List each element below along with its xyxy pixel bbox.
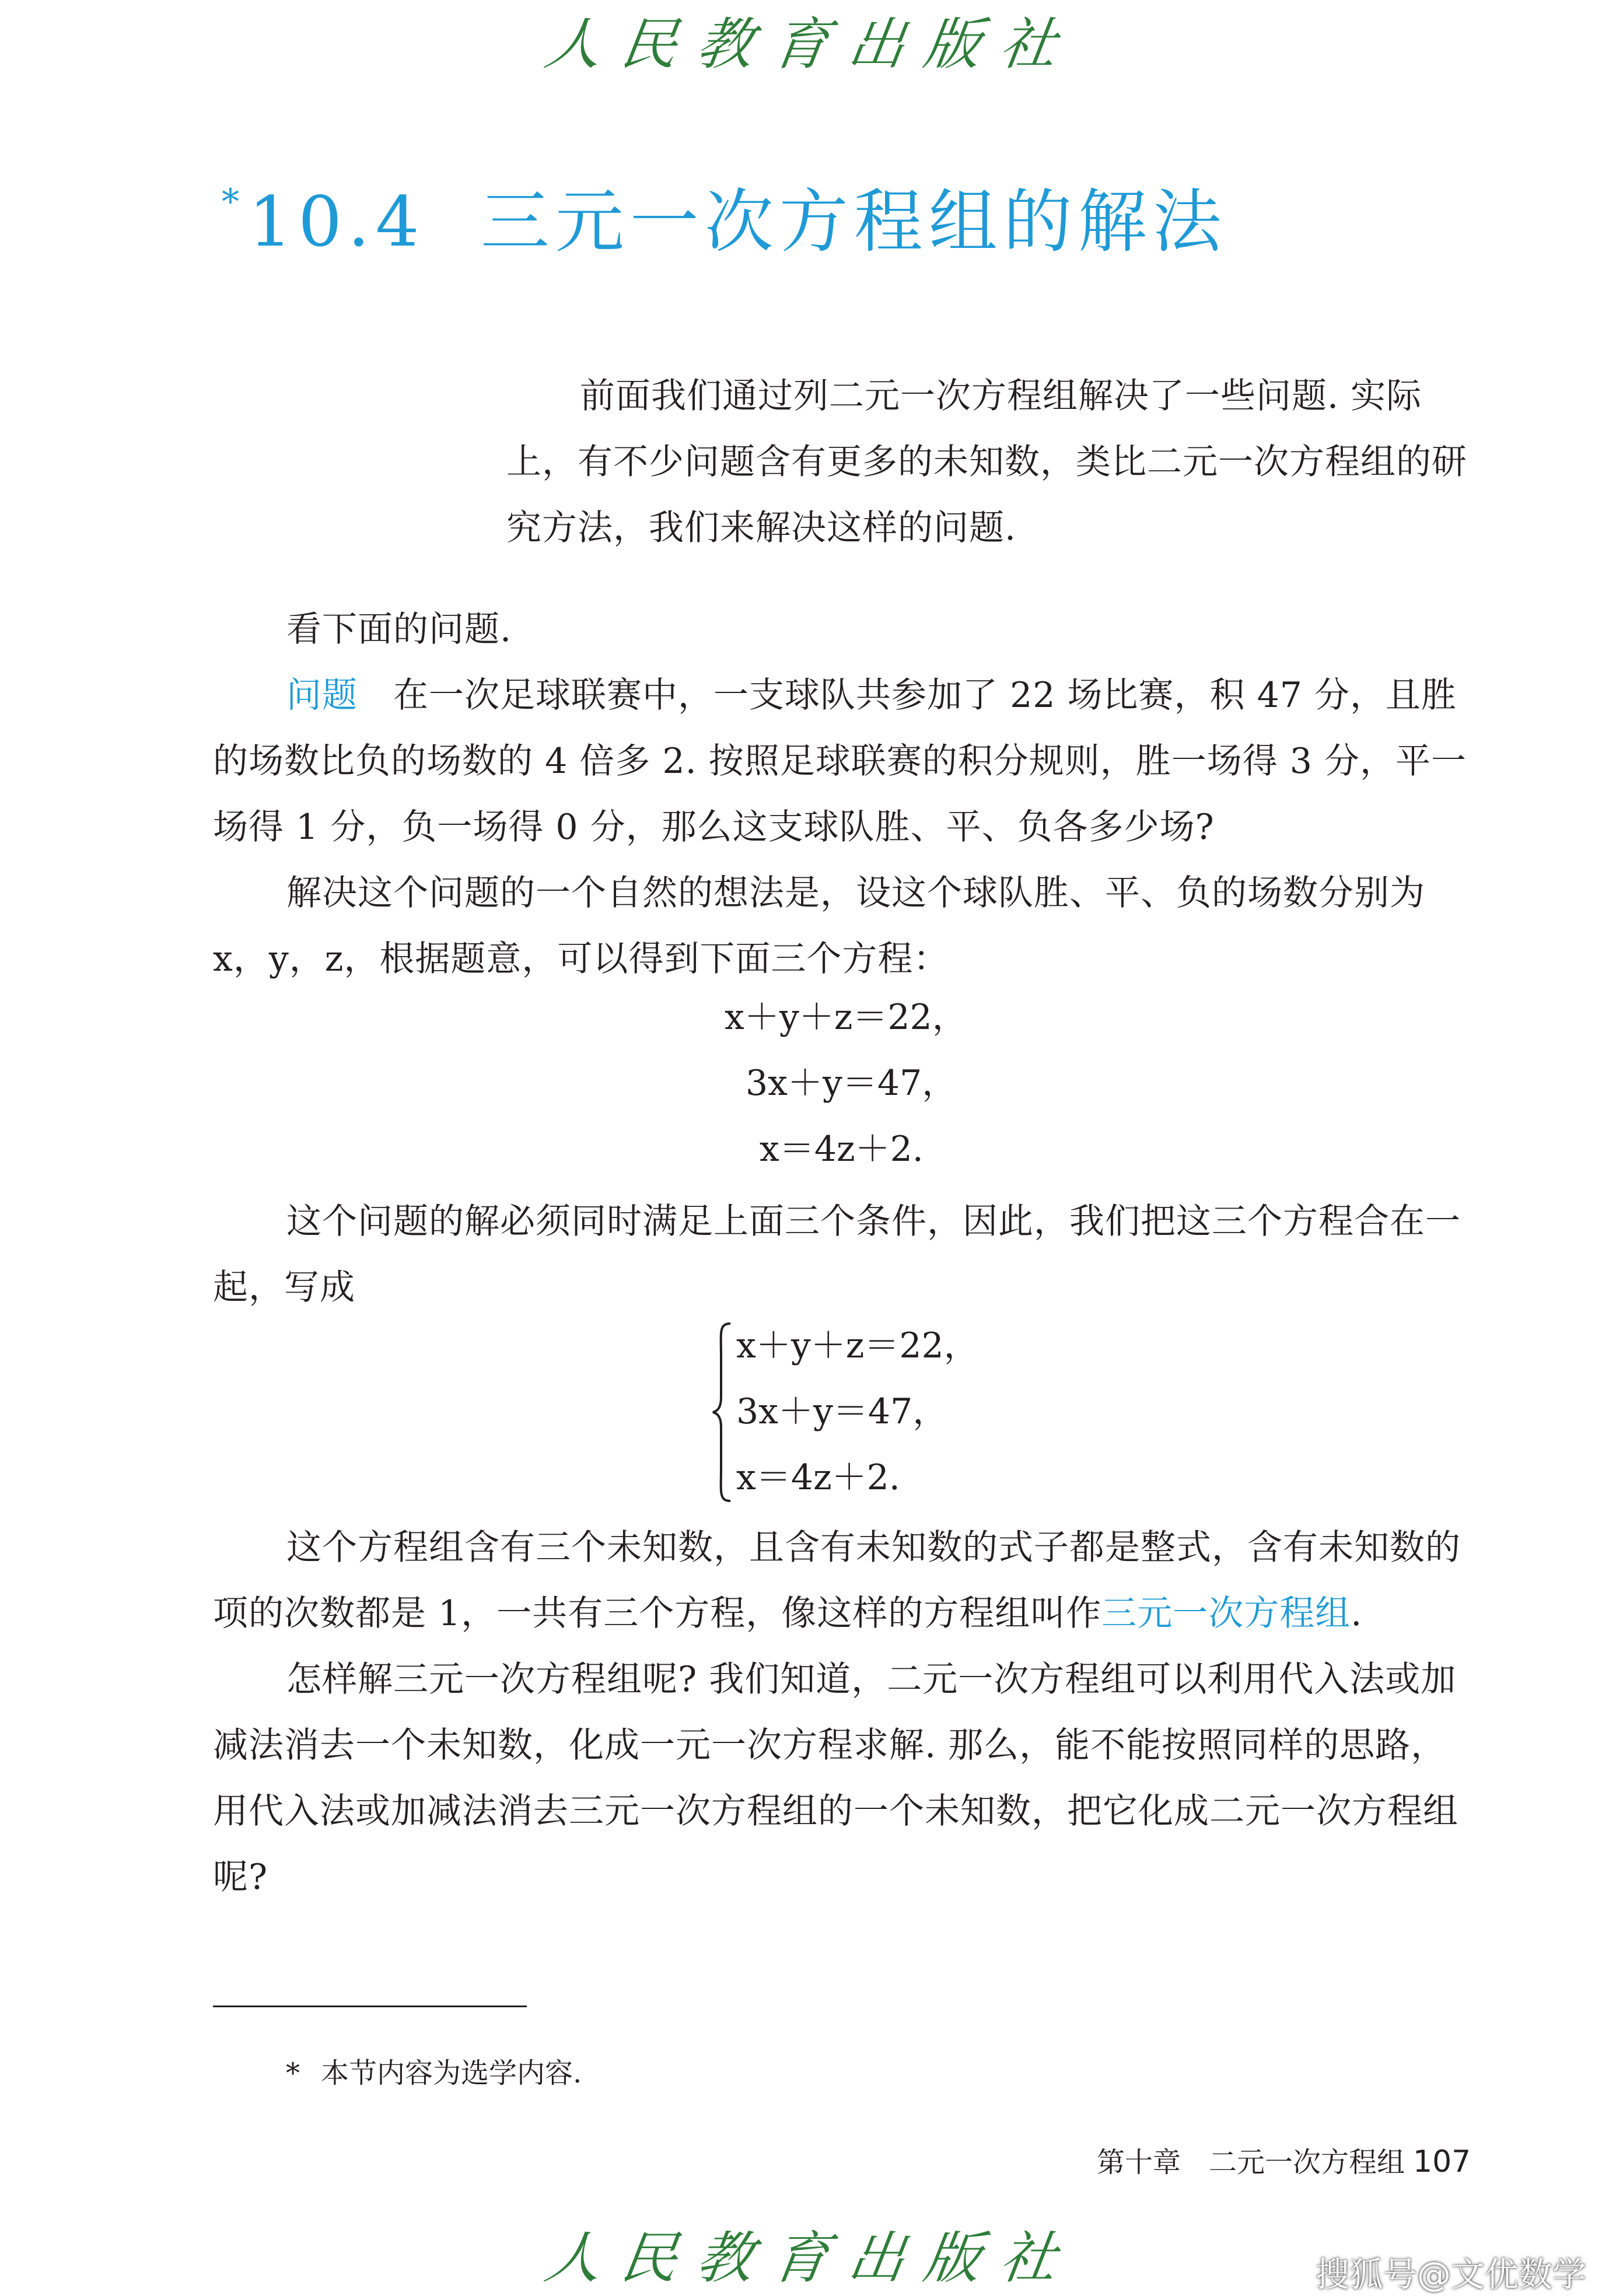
footnote-text: 本节内容为选学内容.	[321, 2057, 582, 2090]
problem-paragraph	[213, 663, 1481, 860]
optional-star: *	[222, 181, 245, 222]
idea-paragraph: 解决这个问题的一个自然的想法是，设这个球队胜、平、负的场数分别为 x，y，z，根据题意，可以得到下面三个方程：	[213, 873, 1425, 979]
combine-paragraph: 这个问题的解必须同时满足上面三个条件，因此，我们把这三个方程合在一起，写成	[213, 1201, 1461, 1308]
footnote	[286, 2050, 582, 2091]
equation-1: x＋y＋z＝22，	[725, 997, 967, 1038]
system-equation-1: x＋y＋z＝22，	[736, 1325, 979, 1366]
intro-paragraph: 前面我们通过列二元一次方程组解决了一些问题. 实际上，有不少问题含有更多的未知数，类比二元一次方程组的研究方法，我们来解决这样的问题.	[506, 376, 1467, 548]
equation-3: x＝4z＋2.	[760, 1129, 924, 1170]
system-equation-3: x＝4z＋2.	[736, 1457, 900, 1498]
system-equation-2: 3x＋y＝47，	[736, 1391, 948, 1432]
equation-2: 3x＋y＝47，	[746, 1063, 957, 1104]
footnote-star: *	[286, 2057, 300, 2090]
problem-text: 在一次足球联赛中，一支球队共参加了 22 场比赛，积 47 分，且胜的场数比负的场数的 4 倍多 2. 按照足球联赛的积分规则，胜一场得 3 分，平一场得 1 分，负一场得 0 分，那么这支球队胜、平、负各多少场?	[213, 675, 1467, 848]
publisher-logo-top: 人民教育出版社	[541, 12, 1081, 77]
problem-label: 问题	[286, 675, 358, 716]
footnote-divider	[213, 2006, 527, 2007]
definition-paragraph: 这个方程组含有三个未知数，且含有未知数的式子都是整式，含有未知数的项的次数都是 1，一共有三个方程，像这样的方程组叫作三元一次方程组.	[213, 1527, 1461, 1634]
running-footer	[1097, 2140, 1471, 2180]
publisher-logo-bottom: 人民教育出版社	[541, 2225, 1081, 2291]
page-number: 107	[1413, 2144, 1471, 2179]
question-paragraph: 怎样解三元一次方程组呢? 我们知道，二元一次方程组可以利用代入法或加减法消去一个未知数，化成一元一次方程求解. 那么，能不能按照同样的思路，用代入法或加减法消去三元一次方程组的一个未知数，把它化成二元一次方程组呢?	[213, 1659, 1458, 1898]
chapter-label: 第十章 二元一次方程组	[1097, 2146, 1405, 2179]
lead-text: 看下面的问题.	[286, 609, 512, 650]
definition-text: 这个方程组含有三个未知数，且含有未知数的式子都是整式，含有未知数的项的次数都是 1，一共有三个方程，像这样的方程组叫作	[213, 1527, 1461, 1634]
definition-term: 三元一次方程组	[1101, 1593, 1351, 1634]
section-number: 10.4	[249, 181, 425, 262]
system-brace	[711, 1321, 734, 1503]
watermark: 搜狐号@文优数学	[1316, 2255, 1587, 2294]
section-title	[222, 166, 1227, 265]
section-title-text: 三元一次方程组的解法	[480, 181, 1227, 262]
